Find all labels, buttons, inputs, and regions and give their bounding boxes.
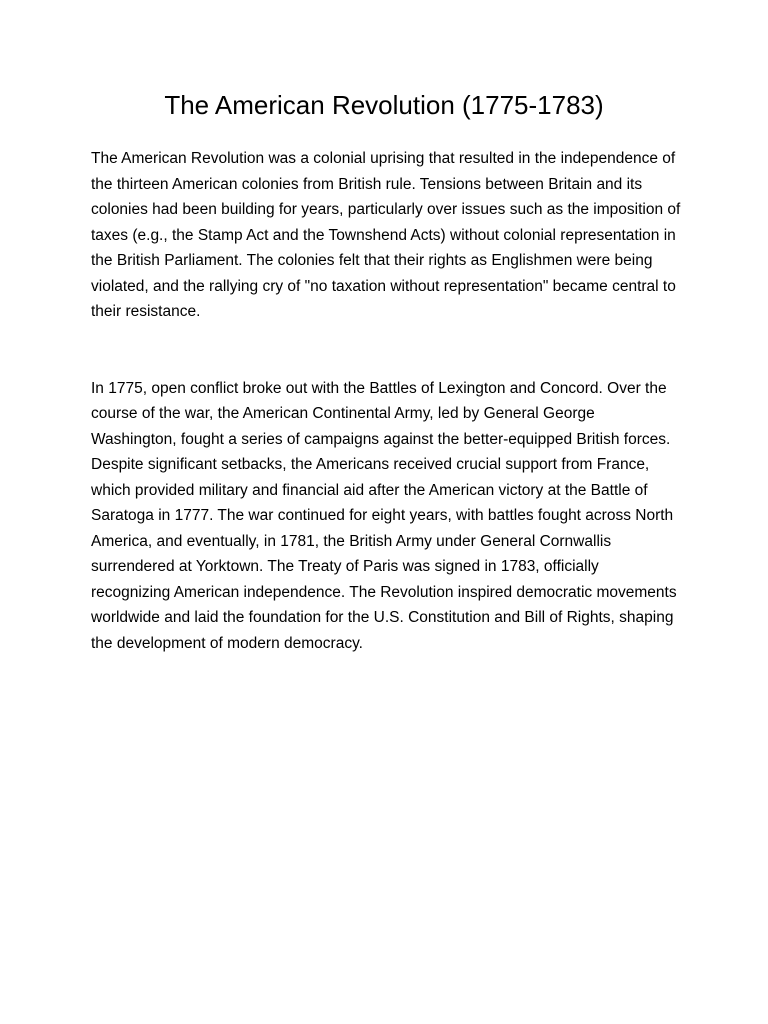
paragraph-causes: The American Revolution was a colonial uprising that resulted in the independence of the thirteen American colonies from British rule. Tensions between Britain and its colonies had been building for years, particularly over issues such as the imposition of taxes (e.g., the Stamp Act and the Townshend Acts) without colonial representation in the British Parliament. The colonies felt that their rights as Englishmen were being violated, and the rallying cry of "no taxation without representation" became central to their resistance. xyxy=(91,150,681,320)
document-title: The American Revolution (1775-1783) xyxy=(164,90,604,120)
paragraph-war: In 1775, open conflict broke out with the Battles of Lexington and Concord. Over the course of the war, the American Continental Army, led by General George Washington, fought a series of campaigns against the better-equipped British forces. Despite significant setbacks, the Americans received crucial support from France, which provided military and financial aid after the American victory at the Battle of Saratoga in 1777. The war continued for eight years, with battles fought across North America, and eventually, in 1781, the British Army under General Cornwallis surrendered at Yorktown. The Treaty of Paris was signed in 1783, officially recognizing American independence. The Revolution inspired democratic movements worldwide and laid the foundation for the U.S. Constitution and Bill of Rights, shaping the development of modern democracy. xyxy=(91,379,677,652)
document-body xyxy=(91,146,681,656)
